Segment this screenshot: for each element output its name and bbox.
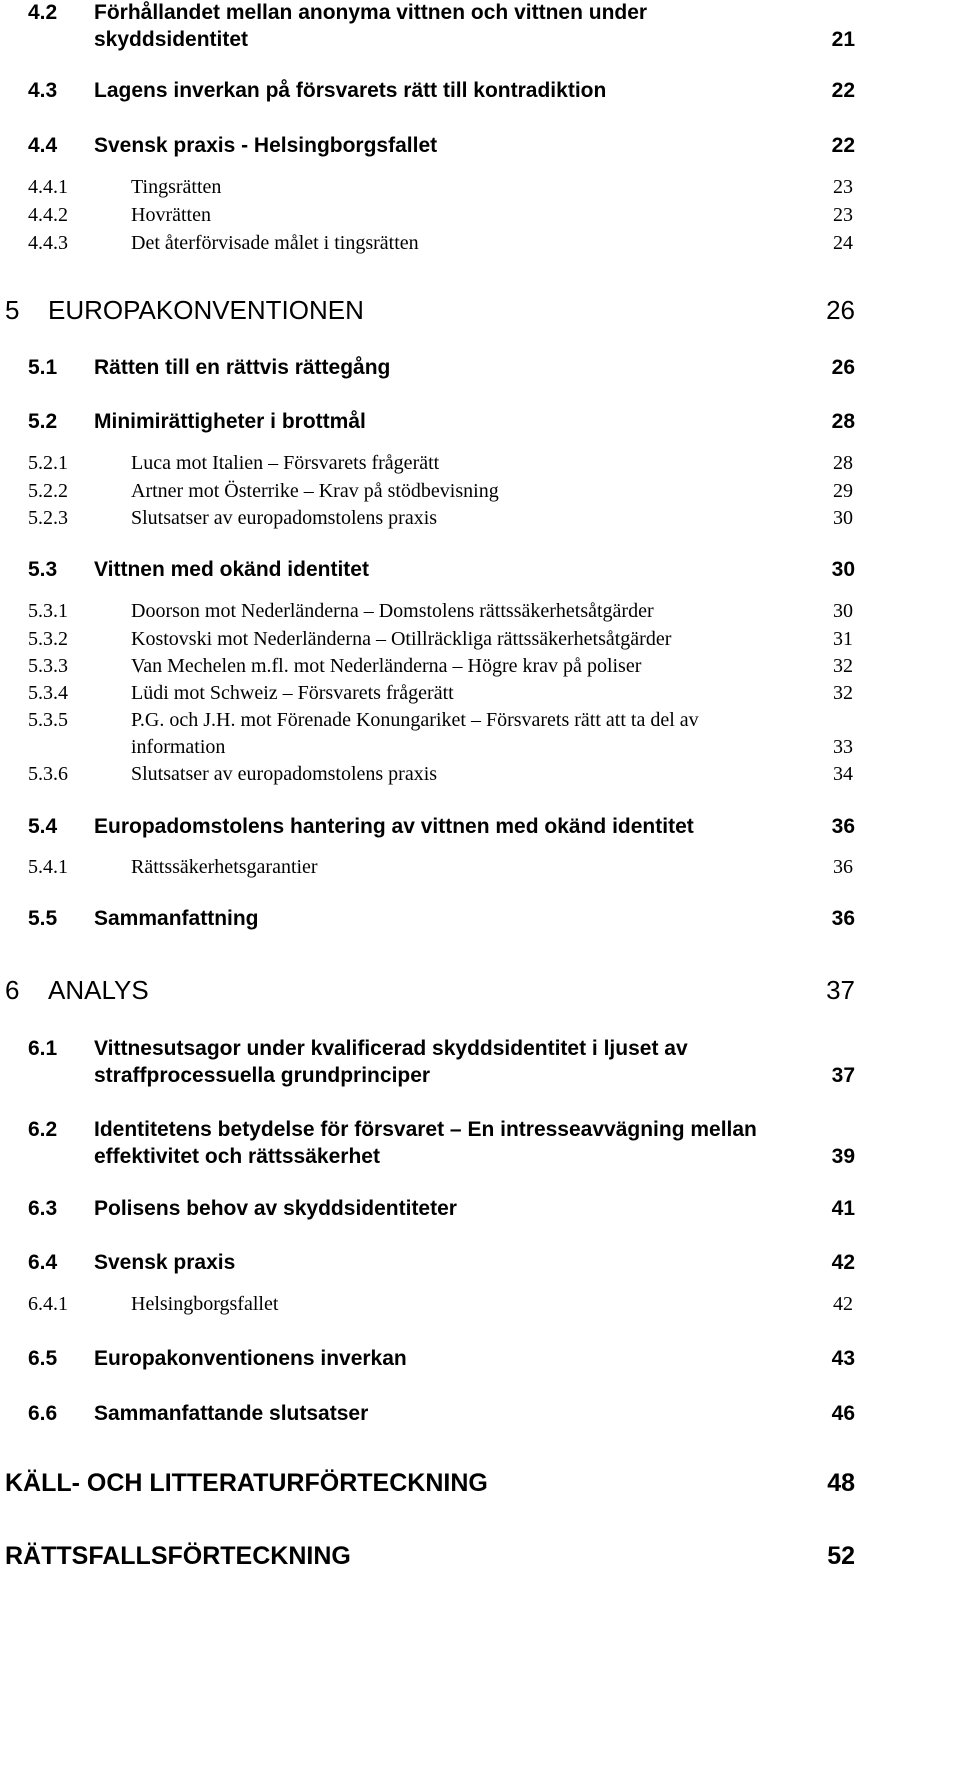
page-number: 43 (831, 1347, 855, 1370)
section-number: 6.3 (28, 1197, 58, 1220)
chapter-title: RÄTTSFALLSFÖRTECKNING (5, 1542, 351, 1570)
page-number: 48 (827, 1469, 855, 1497)
chapter-title: ANALYS (48, 975, 149, 1005)
section-title-line2: information (131, 736, 226, 758)
section-title (131, 707, 699, 758)
section-title: Vittnen med okänd identitet (94, 558, 369, 581)
page-number: 29 (833, 480, 853, 502)
section-title: Kostovski mot Nederländerna – Otillräckliga rättssäkerhetsåtgärder (131, 628, 672, 650)
section-number: 6.4.1 (28, 1293, 68, 1315)
section-title (94, 0, 648, 51)
page-number: 30 (833, 507, 853, 529)
section-title: Slutsatser av europadomstolens praxis (131, 763, 438, 785)
section-title: Rättssäkerhetsgarantier (131, 856, 318, 878)
page-number: 32 (833, 682, 853, 704)
section-number: 5.5 (28, 907, 58, 930)
page-number: 24 (833, 232, 853, 254)
section-title: Doorson mot Nederländerna – Domstolens rättssäkerhetsåtgärder (131, 600, 654, 622)
page-number: 32 (833, 655, 853, 677)
section-number: 4.4.1 (28, 176, 68, 198)
section-number: 4.4.2 (28, 204, 68, 226)
page-number: 36 (831, 815, 855, 838)
section-title: Luca mot Italien – Försvarets frågerätt (131, 452, 440, 474)
page-number: 22 (831, 134, 855, 157)
page-number: 23 (833, 204, 853, 226)
section-number: 6.4 (28, 1251, 58, 1274)
page-number: 37 (831, 1064, 855, 1087)
section-number: 4.4 (28, 134, 58, 157)
page-number: 21 (831, 28, 855, 51)
section-title: Polisens behov av skyddsidentiteter (94, 1197, 457, 1220)
chapter-title: KÄLL- OCH LITTERATURFÖRTECKNING (5, 1469, 488, 1497)
section-title: Rätten till en rättvis rättegång (94, 356, 391, 379)
section-title: Svensk praxis - Helsingborgsfallet (94, 134, 438, 157)
page-number: 34 (833, 763, 853, 785)
section-number: 5.2.1 (28, 452, 68, 474)
section-number: 5.3.6 (28, 763, 68, 785)
section-title-line2: effektivitet och rättssäkerhet (94, 1145, 380, 1168)
page-number: 46 (831, 1402, 855, 1425)
chapter-number: 6 (5, 975, 20, 1005)
section-title: Svensk praxis (94, 1251, 236, 1274)
page-number: 42 (831, 1251, 855, 1274)
section-number: 5.2.3 (28, 507, 68, 529)
section-title-line1: Vittnesutsagor under kvalificerad skyddsidentitet i ljuset av (94, 1037, 688, 1060)
section-number: 4.4.3 (28, 232, 68, 254)
page-number: 30 (831, 558, 855, 581)
page-number: 36 (833, 856, 853, 878)
page-number: 31 (833, 628, 853, 650)
page-number: 39 (831, 1145, 855, 1168)
section-number: 4.3 (28, 79, 58, 102)
page-number: 26 (826, 295, 855, 325)
section-title: Europakonventionens inverkan (94, 1347, 407, 1370)
section-number: 5.3.2 (28, 628, 68, 650)
section-title-line2: straffprocessuella grundprinciper (94, 1064, 431, 1087)
chapter-title: EUROPAKONVENTIONEN (48, 295, 364, 325)
page-number: 28 (831, 410, 855, 433)
section-title: Minimirättigheter i brottmål (94, 410, 366, 433)
section-number: 6.1 (28, 1037, 58, 1060)
section-title: Europadomstolens hantering av vittnen med okänd identitet (94, 815, 694, 838)
section-title: Lagens inverkan på försvarets rätt till kontradiktion (94, 79, 607, 102)
page-number: 30 (833, 600, 853, 622)
page-number: 28 (833, 452, 853, 474)
section-number: 5.3.5 (28, 709, 68, 731)
section-title-line1: Förhållandet mellan anonyma vittnen och vittnen under (94, 1, 648, 24)
page-number: 41 (831, 1197, 855, 1220)
section-title: Artner mot Österrike – Krav på stödbevisning (131, 480, 499, 502)
section-number: 5.2 (28, 410, 58, 433)
page-number: 42 (833, 1293, 853, 1315)
section-title: Sammanfattning (94, 907, 259, 930)
section-number: 6.2 (28, 1118, 58, 1141)
section-number: 6.5 (28, 1347, 58, 1370)
page-number: 23 (833, 176, 853, 198)
section-title: Lüdi mot Schweiz – Försvarets frågerätt (131, 682, 454, 704)
section-title-line2: skyddsidentitet (94, 28, 249, 51)
chapter-number: 5 (5, 295, 20, 325)
page-number: 36 (831, 907, 855, 930)
section-title-line1: Identitetens betydelse för försvaret – En intresseavvägning mellan (94, 1118, 757, 1141)
page-number: 22 (831, 79, 855, 102)
section-title: Helsingborgsfallet (131, 1293, 279, 1315)
section-number: 5.3.4 (28, 682, 68, 704)
section-number: 5.3 (28, 558, 58, 581)
section-title-line1: P.G. och J.H. mot Förenade Konungariket – Försvarets rätt att ta del av (131, 709, 699, 731)
page-number: 26 (831, 356, 855, 379)
section-title (94, 1117, 757, 1168)
section-title: Van Mechelen m.fl. mot Nederländerna – Högre krav på poliser (131, 655, 642, 677)
section-title: Det återförvisade målet i tingsrätten (131, 232, 419, 254)
section-number: 5.4.1 (28, 856, 68, 878)
section-title (94, 1036, 688, 1087)
page-number: 52 (827, 1542, 855, 1570)
page-number: 33 (833, 736, 853, 758)
section-title: Tingsrätten (131, 176, 222, 198)
section-number: 6.6 (28, 1402, 58, 1425)
section-number: 5.4 (28, 815, 58, 838)
section-number: 4.2 (28, 1, 58, 24)
page-number: 37 (826, 975, 855, 1005)
section-number: 5.3.1 (28, 600, 68, 622)
section-number: 5.2.2 (28, 480, 68, 502)
section-title: Slutsatser av europadomstolens praxis (131, 507, 438, 529)
section-number: 5.3.3 (28, 655, 68, 677)
section-title: Hovrätten (131, 204, 211, 226)
section-number: 5.1 (28, 356, 58, 379)
section-title: Sammanfattande slutsatser (94, 1402, 369, 1425)
